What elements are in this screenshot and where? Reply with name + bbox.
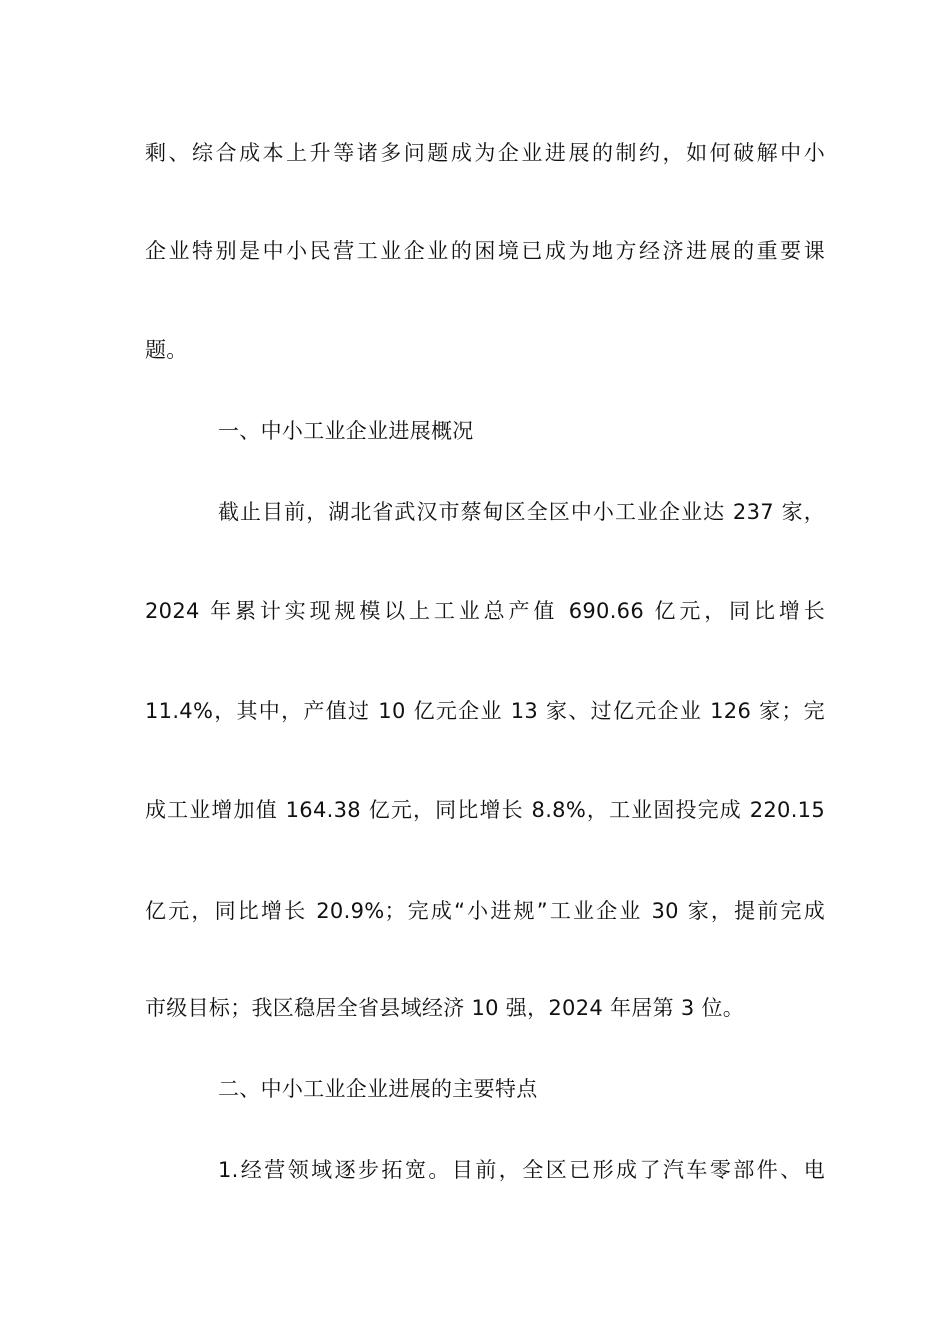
- paragraph-line-9: 市级目标；我区稳居全省县域经济 10 强，2024 年居第 3 位。: [145, 996, 745, 1020]
- section-heading-2: 二、中小工业企业进展的主要特点: [218, 1077, 538, 1101]
- paragraph-line-10: 1.经营领域逐步拓宽。目前，全区已形成了汽车零部件、电: [218, 1158, 825, 1182]
- paragraph-line-7: 成工业增加值 164.38 亿元，同比增长 8.8%，工业固投完成 220.15: [145, 798, 825, 822]
- paragraph-line-5: 2024 年累计实现规模以上工业总产值 690.66 亿元，同比增长: [145, 599, 825, 623]
- paragraph-line-2: 企业特别是中小民营工业企业的困境已成为地方经济进展的重要课: [145, 239, 825, 263]
- section-heading-1: 一、中小工业企业进展概况: [218, 419, 474, 443]
- paragraph-line-1: 剩、综合成本上升等诸多问题成为企业进展的制约，如何破解中小: [145, 141, 825, 165]
- paragraph-line-3: 题。: [145, 338, 188, 362]
- paragraph-line-8: 亿元，同比增长 20.9%；完成“小进规”工业企业 30 家，提前完成: [145, 899, 825, 923]
- paragraph-line-4: 截止目前，湖北省武汉市蔡甸区全区中小工业企业达 237 家，: [218, 500, 825, 524]
- paragraph-line-6: 11.4%，其中，产值过 10 亿元企业 13 家、过亿元企业 126 家；完: [145, 699, 825, 723]
